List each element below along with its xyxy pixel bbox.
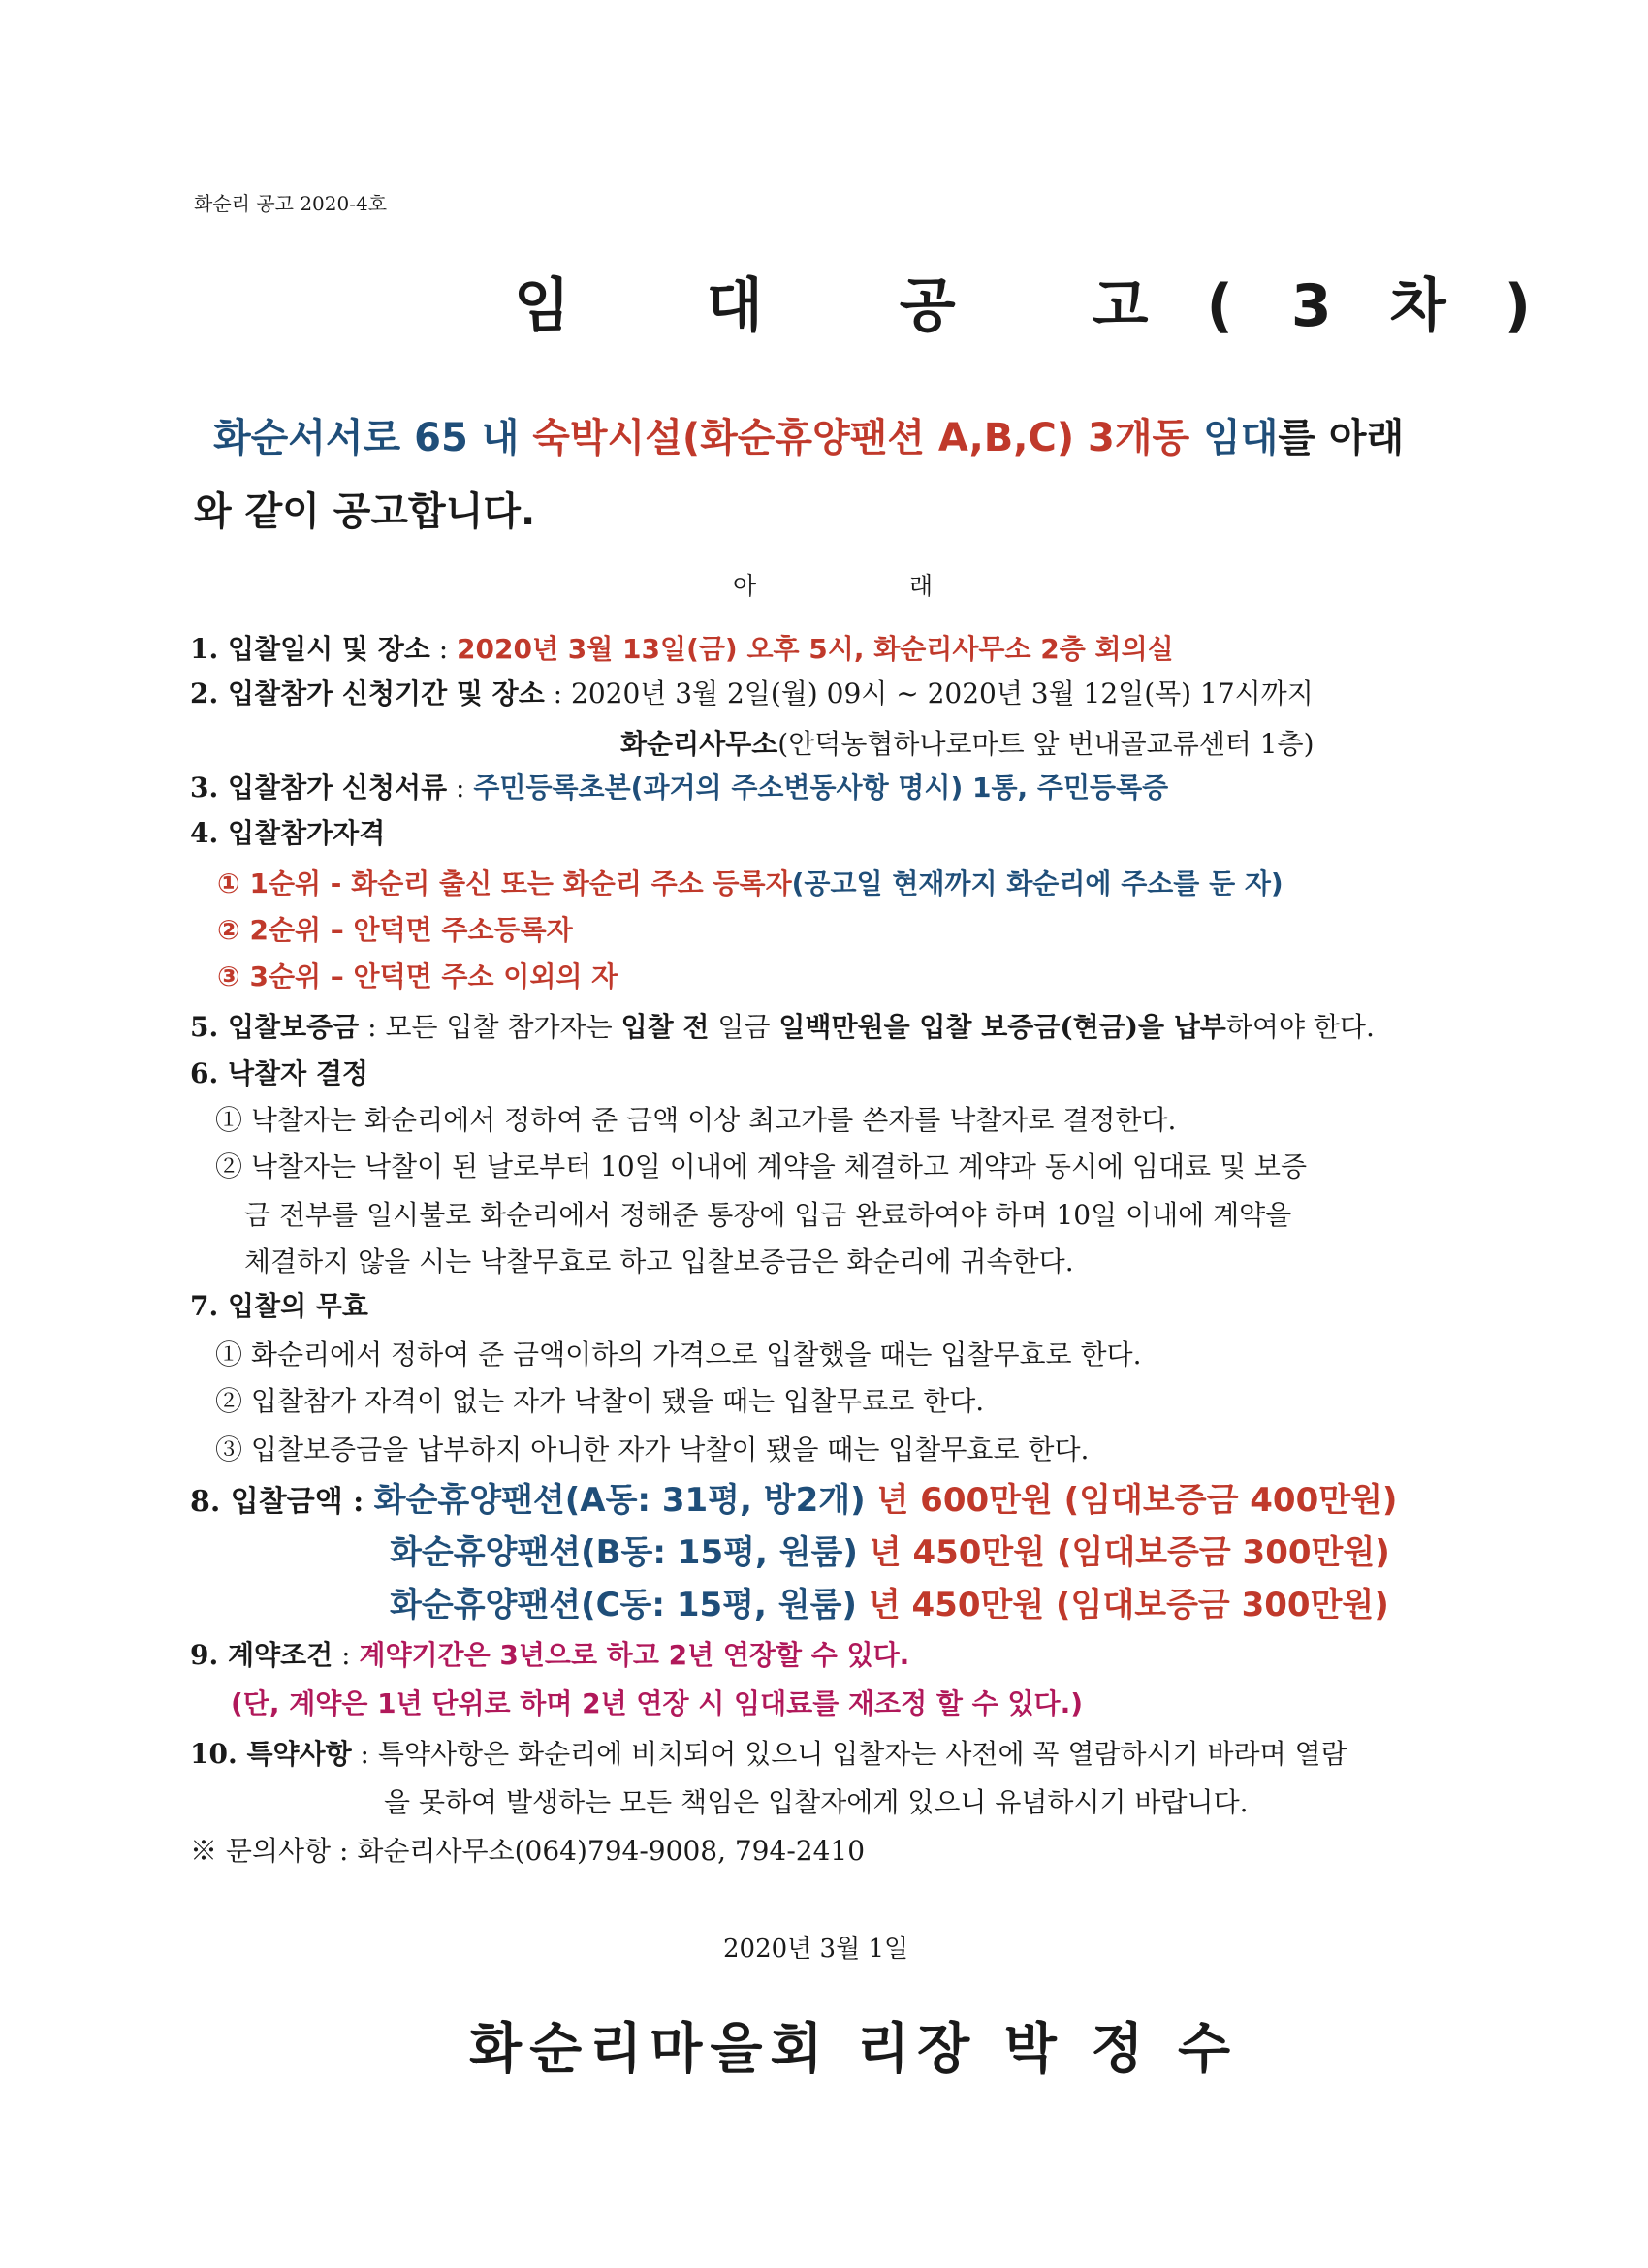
item-4-sub-1 [217, 865, 1284, 903]
item-7-sub-2: ② 입찰참가 자격이 없는 자가 낙찰이 됐을 때는 입찰무료로 한다. [215, 1385, 985, 1417]
item-2-place-rest: (안덕농협하나로마트 앞 번내골교류센터 1층) [777, 728, 1315, 760]
inquiry-sep: : [331, 1835, 358, 1867]
item-3-label: 3. 입찰참가 신청서류 [190, 772, 448, 803]
item-7-sub-1: ① 화순리에서 정하여 준 금액이하의 가격으로 입찰했을 때는 입찰무효로 한다. [215, 1339, 1142, 1370]
item-8-sep: : [342, 1485, 374, 1519]
item-10-line-2: 을 못하여 발생하는 모든 책임은 입찰자에게 있으니 유념하시기 바랍니다. [384, 1786, 1249, 1818]
item-1-value: 2020년 3월 13일(금) 오후 5시, 화순리사무소 2층 회의실 [457, 633, 1174, 665]
item-9-value: 계약기간은 3년으로 하고 2년 연장할 수 있다. [359, 1639, 910, 1671]
item-5-t4: 일백만원을 입찰 보증금(현금)을 납부 [778, 1011, 1226, 1043]
item-2-label: 2. 입찰참가 신청기간 및 장소 [190, 677, 545, 709]
item-10-line-1: 특약사항은 화순리에 비치되어 있으니 입찰자는 사전에 꼭 열람하시기 바라며 열람 [377, 1738, 1347, 1770]
lead-part-2: 숙박시설(화순휴양팬션 A,B,C) 3개동 [532, 416, 1204, 460]
lead-line-2: 와 같이 공고합니다. [194, 489, 536, 534]
item-4-sub-1a: ① 1순위 - 화순리 출신 또는 화순리 주소 등록자 [217, 867, 792, 899]
item-8-c [390, 1584, 1389, 1632]
item-2-place [620, 725, 1315, 764]
lead-part-1: 화순서서로 65 내 [213, 416, 533, 460]
item-9-label: 9. 계약조건 [190, 1639, 333, 1671]
item-2-value: 2020년 3월 2일(월) 09시 ~ 2020년 3월 12일(목) 17시까지 [571, 677, 1314, 709]
item-9-note: (단, 계약은 1년 단위로 하며 2년 연장 시 임대료를 재조정 할 수 있다.) [231, 1687, 1084, 1719]
item-5-sep: : [359, 1011, 386, 1043]
item-6-sub-2a: ② 낙찰자는 낙찰이 된 날로부터 10일 이내에 계약을 체결하고 계약과 동시에 임대료 및 보증 [215, 1150, 1308, 1182]
item-5-t2: 입찰 전 [620, 1011, 710, 1043]
item-5 [190, 1008, 1375, 1047]
item-6-sub-1: ① 낙찰자는 화순리에서 정하여 준 금액 이상 최고가를 쓴자를 낙찰자로 결정한다. [215, 1104, 1177, 1136]
inquiry [190, 1832, 865, 1871]
item-1 [190, 630, 1174, 669]
item-3-sep: : [447, 772, 474, 803]
item-8-b-price: 년 450만원 (임대보증금 300만원) [857, 1533, 1390, 1572]
item-8-c-price: 년 450만원 (임대보증금 300만원) [856, 1586, 1389, 1624]
item-4-sub-1b: (공고일 현재까지 화순리에 주소를 둔 자) [791, 867, 1284, 899]
item-3 [190, 769, 1168, 807]
item-4-sub-2: ② 2순위 – 안덕면 주소등록자 [217, 914, 573, 946]
below-heading-b: 래 [909, 572, 934, 600]
item-10 [190, 1735, 1347, 1774]
inquiry-value: 화순리사무소(064)794-9008, 794-2410 [357, 1835, 866, 1867]
item-8-b-name: 화순휴양팬션(B동: 15평, 원룸) [390, 1533, 858, 1572]
item-6-sub-2b: 금 전부를 일시불로 화순리에서 정해준 통장에 입금 완료하여야 하며 10일 이내에 계약을 [244, 1199, 1292, 1231]
item-7-sub-3: ③ 입찰보증금을 납부하지 아니한 자가 낙찰이 됐을 때는 입찰무효로 한다. [215, 1433, 1090, 1465]
item-7-label: 7. 입찰의 무효 [190, 1290, 368, 1322]
inquiry-mark: ※ 문의사항 [190, 1835, 332, 1867]
item-1-sep: : [429, 633, 458, 665]
lead-part-4: 를 아래 [1278, 416, 1405, 460]
lead-part-3: 임대 [1203, 416, 1279, 460]
item-5-t1: 모든 입찰 참가자는 [385, 1011, 621, 1043]
item-8-label: 8. 입찰금액 [190, 1485, 343, 1519]
lead-line-1 [213, 407, 1404, 462]
item-8 [190, 1479, 1397, 1524]
item-10-label: 10. 특약사항 [190, 1738, 352, 1770]
item-8-c-name: 화순휴양팬션(C동: 15평, 원룸) [390, 1586, 857, 1624]
below-heading-a: 아 [733, 572, 757, 600]
item-3-value: 주민등록초본(과거의 주소변동사항 명시) 1통, 주민등록증 [473, 772, 1169, 803]
item-6-sub-2c: 체결하지 않을 시는 낙찰무효로 하고 입찰보증금은 화순리에 귀속한다. [244, 1245, 1074, 1277]
item-5-label: 5. 입찰보증금 [190, 1011, 360, 1043]
item-8-a-price: 년 600만원 (임대보증금 400만원) [865, 1481, 1398, 1520]
notice-date: 2020년 3월 1일 [723, 1935, 909, 1964]
page-title: 임 대 공 고(3차) [514, 272, 1590, 340]
item-9-sep: : [333, 1639, 360, 1671]
item-2-sep: : [544, 677, 571, 709]
item-8-b [390, 1531, 1390, 1580]
item-1-label: 1. 입찰일시 및 장소 [190, 633, 430, 665]
item-5-t5: 하여야 한다. [1225, 1011, 1375, 1043]
signature: 화순리마을회 리장 박 정 수 [469, 2017, 1239, 2081]
notice-number: 화순리 공고 2020-4호 [194, 192, 388, 215]
item-9 [190, 1636, 909, 1675]
item-4-label: 4. 입찰참가자격 [190, 817, 386, 849]
item-8-a-name: 화순휴양팬션(A동: 31평, 방2개) [373, 1481, 866, 1520]
item-5-t3: 일금 [709, 1011, 779, 1043]
item-6-label: 6. 낙찰자 결정 [190, 1057, 368, 1089]
item-2-place-bold: 화순리사무소 [620, 728, 778, 760]
item-2 [190, 675, 1314, 713]
item-4-sub-3: ③ 3순위 – 안덕면 주소 이외의 자 [217, 961, 618, 992]
item-10-sep: : [351, 1738, 378, 1770]
